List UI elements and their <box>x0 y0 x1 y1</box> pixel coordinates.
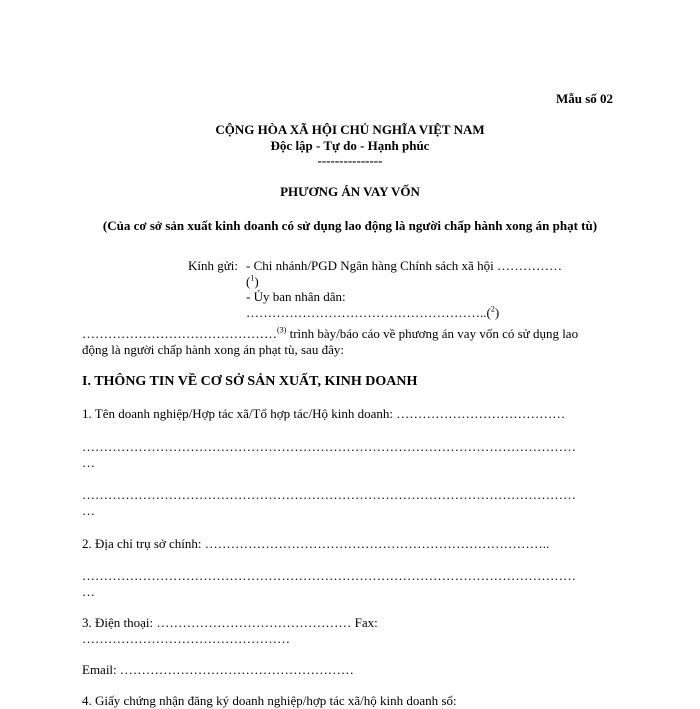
national-motto: Độc lập - Tự do - Hạnh phúc <box>270 138 430 153</box>
item-1-fill-line-1-cont: … <box>82 455 95 470</box>
recipient-committee: - Ủy ban nhân dân: <box>246 289 346 304</box>
item-4-registration-certificate: 4. Giấy chứng nhận đăng ký doanh nghiệp/hợp tác xã/hộ kinh doanh số: <box>82 693 457 708</box>
item-3-fill-line: ………………………………………… <box>82 631 290 646</box>
footnote-ref-3: (3) <box>277 325 287 335</box>
form-number: Mẫu số 02 <box>556 91 614 106</box>
recipient-committee-fill: ………………………………………………..($^2$) <box>246 304 500 320</box>
email-line: Email: ……………………………………………… <box>82 662 354 677</box>
country-name: CỘNG HÒA XÃ HỘI CHỦ NGHĨA VIỆT NAM <box>215 122 485 137</box>
item-2-fill-line: …………………………………………………………………………………………………… <box>82 568 576 583</box>
intro-line-1: ………………………………………$^{(3)}$ trình bày/báo cáo về phương án vay vốn có sử dụng lao <box>82 325 579 341</box>
item-3-phone-fax: 3. Điện thoại: ……………………………………… Fax: <box>82 615 378 630</box>
recipient-bank: - Chi nhánh/PGD Ngân hàng Chính sách xã hội …………… <box>246 258 562 273</box>
recipient-label: Kính gửi: <box>188 258 239 273</box>
document-subtitle: (Của cơ sở sản xuất kinh doanh có sử dụng lao động là người chấp hành xong án phạt tù) <box>102 218 598 233</box>
document-title: PHƯƠNG ÁN VAY VỐN <box>280 184 420 199</box>
item-1-fill-line-2-cont: … <box>82 503 95 518</box>
section-1-heading: I. THÔNG TIN VỀ CƠ SỞ SẢN XUẤT, KINH DOANH <box>82 374 418 389</box>
item-2-head-office-address: 2. Địa chỉ trụ sở chính: …………………………………………………………………….. <box>82 536 550 551</box>
item-1-business-name: 1. Tên doanh nghiệp/Hợp tác xã/Tổ hợp tác/Hộ kinh doanh: ………………………………… <box>82 406 566 421</box>
item-1-fill-line-1: …………………………………………………………………………………………………… <box>82 439 576 454</box>
item-2-fill-line-cont: … <box>82 584 95 599</box>
header-separator: --------------- <box>317 153 383 168</box>
intro-line-2: động là người chấp hành xong án phạt tù, sau đây: <box>82 342 344 357</box>
footnote-ref-1: ($^1$) <box>246 273 259 289</box>
item-1-fill-line-2: …………………………………………………………………………………………………… <box>82 487 576 502</box>
